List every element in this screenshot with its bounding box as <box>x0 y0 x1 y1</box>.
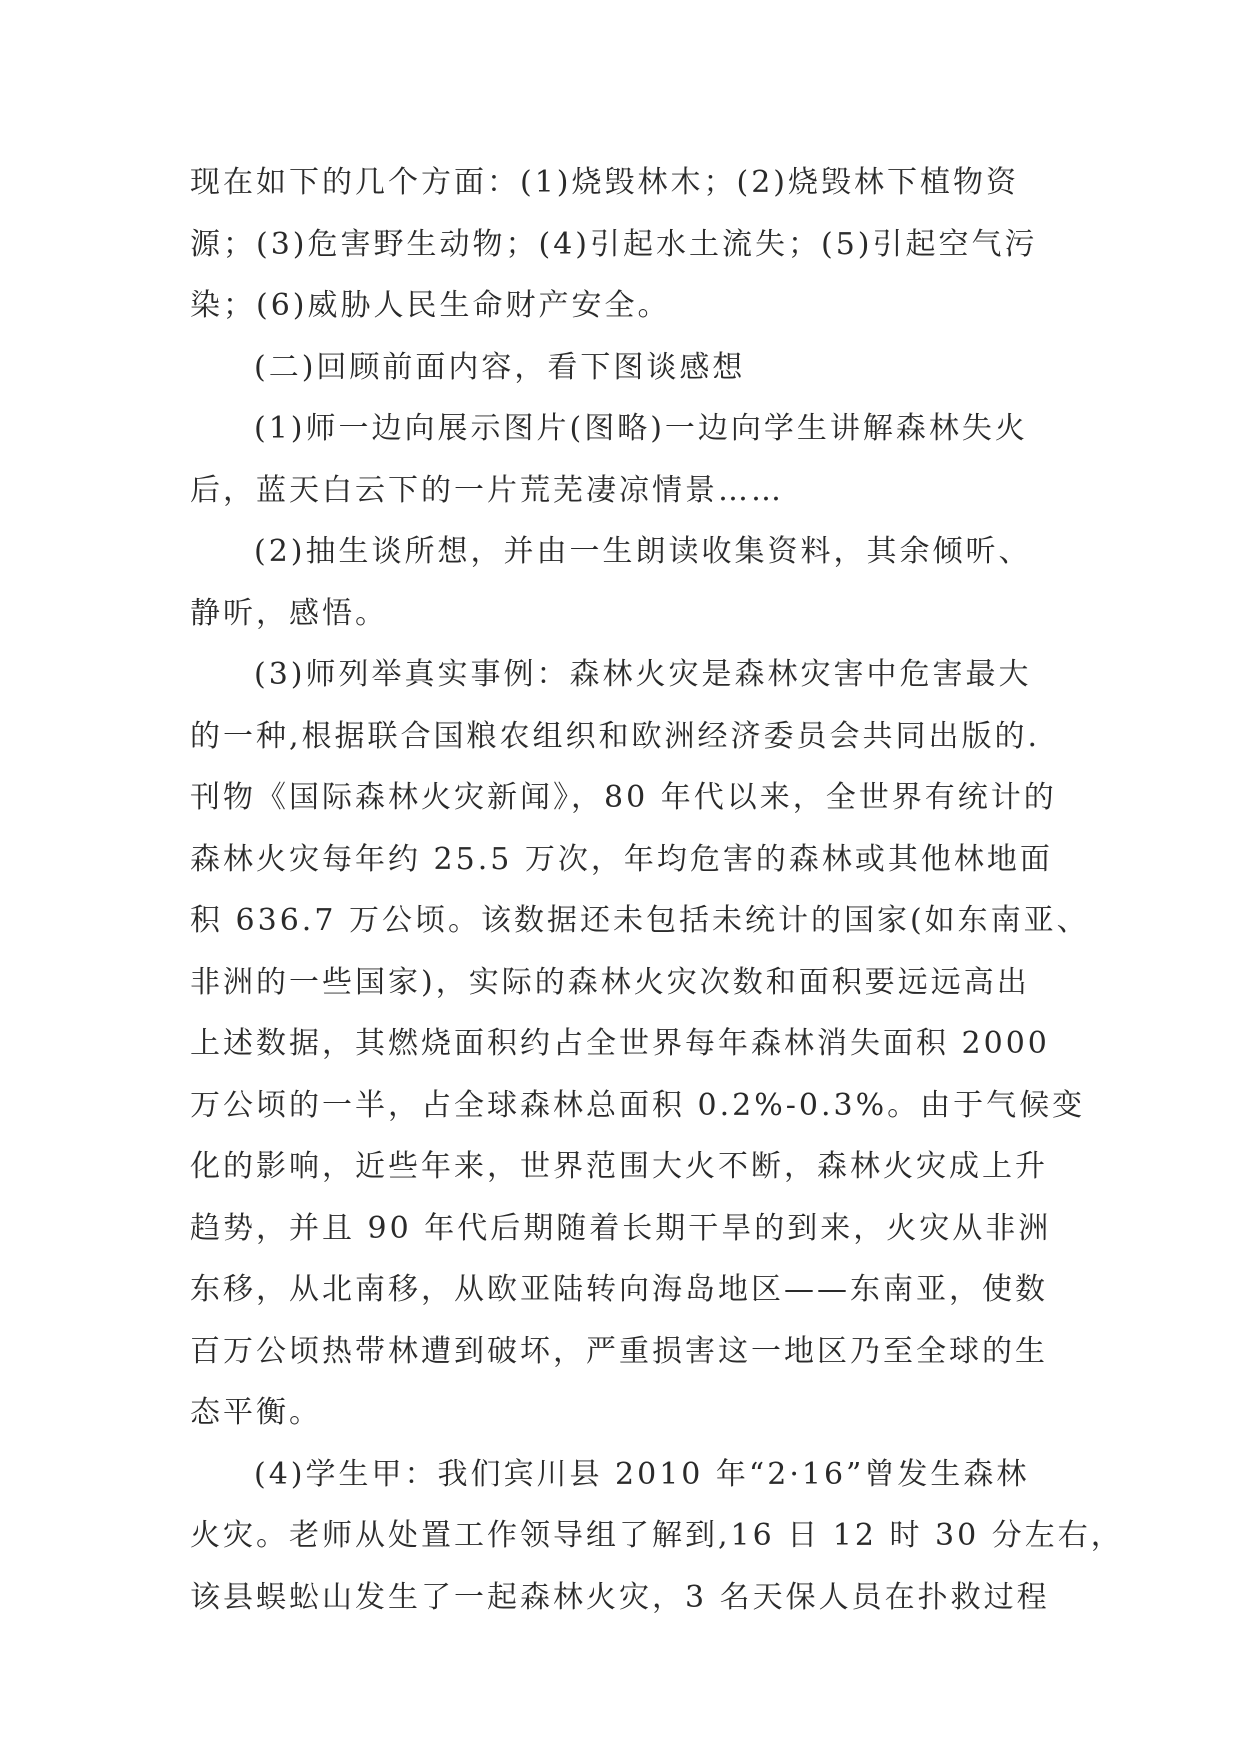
document-body <box>190 152 1124 1628</box>
text-line: (二)回顾前面内容，看下图谈感想 <box>254 349 746 385</box>
text-line: 后，蓝天白云下的一片荒芜凄凉情景…… <box>190 472 784 508</box>
text-line: (4)学生甲：我们宾川县 2010 年“2·16”曾发生森林 <box>254 1456 1030 1492</box>
text-line: 态平衡。 <box>190 1395 322 1430</box>
text-line: 上述数据，其燃烧面积约占全世界每年森林消失面积 2000 <box>190 1026 1050 1061</box>
text-line: 万公顷的一半，占全球森林总面积 0.2%-0.3%。由于气候变 <box>190 1087 1086 1123</box>
text-line: 百万公顷热带林遭到破坏，严重损害这一地区乃至全球的生 <box>190 1333 1048 1369</box>
text-line: 的一种,根据联合国粮农组织和欧洲经济委员会共同出版的. <box>190 718 1041 754</box>
text-line: 源；(3)危害野生动物；(4)引起水土流失；(5)引起空气污 <box>190 226 1038 262</box>
text-line: 趋势，并且 90 年代后期随着长期干旱的到来，火灾从非洲 <box>190 1210 1052 1246</box>
text-line: (3)师列举真实事例：森林火灾是森林灾害中危害最大 <box>254 657 1032 692</box>
text-line: 积 636.7 万公顷。该数据还未包括未统计的国家(如东南亚、 <box>190 903 1090 938</box>
text-line: 东移，从北南移，从欧亚陆转向海岛地区——东南亚，使数 <box>190 1272 1048 1307</box>
text-line: 非洲的一些国家)，实际的森林火灾次数和面积要远远高出 <box>190 964 1030 1000</box>
text-line: 火灾。老师从处置工作领导组了解到,16 日 12 时 30 分左右， <box>190 1518 1124 1553</box>
text-line: 染；(6)威胁人民生命财产安全。 <box>190 288 671 323</box>
text-line: 该县蜈蚣山发生了一起森林火灾，3 名天保人员在扑救过程 <box>190 1579 1050 1615</box>
text-line: 刊物《国际森林火灾新闻》，80 年代以来，全世界有统计的 <box>190 780 1057 815</box>
text-line: 化的影响，近些年来，世界范围大火不断，森林火灾成上升 <box>190 1149 1048 1184</box>
text-line: (2)抽生谈所想，并由一生朗读收集资料，其余倾听、 <box>254 534 1032 569</box>
text-line: 现在如下的几个方面：(1)烧毁林木；(2)烧毁林下植物资 <box>190 165 1019 200</box>
text-line: 森林火灾每年约 25.5 万次，年均危害的森林或其他林地面 <box>190 841 1053 877</box>
text-line: 静听，感悟。 <box>190 595 388 631</box>
text-line: (1)师一边向展示图片(图略)一边向学生讲解森林失火 <box>254 411 1028 446</box>
